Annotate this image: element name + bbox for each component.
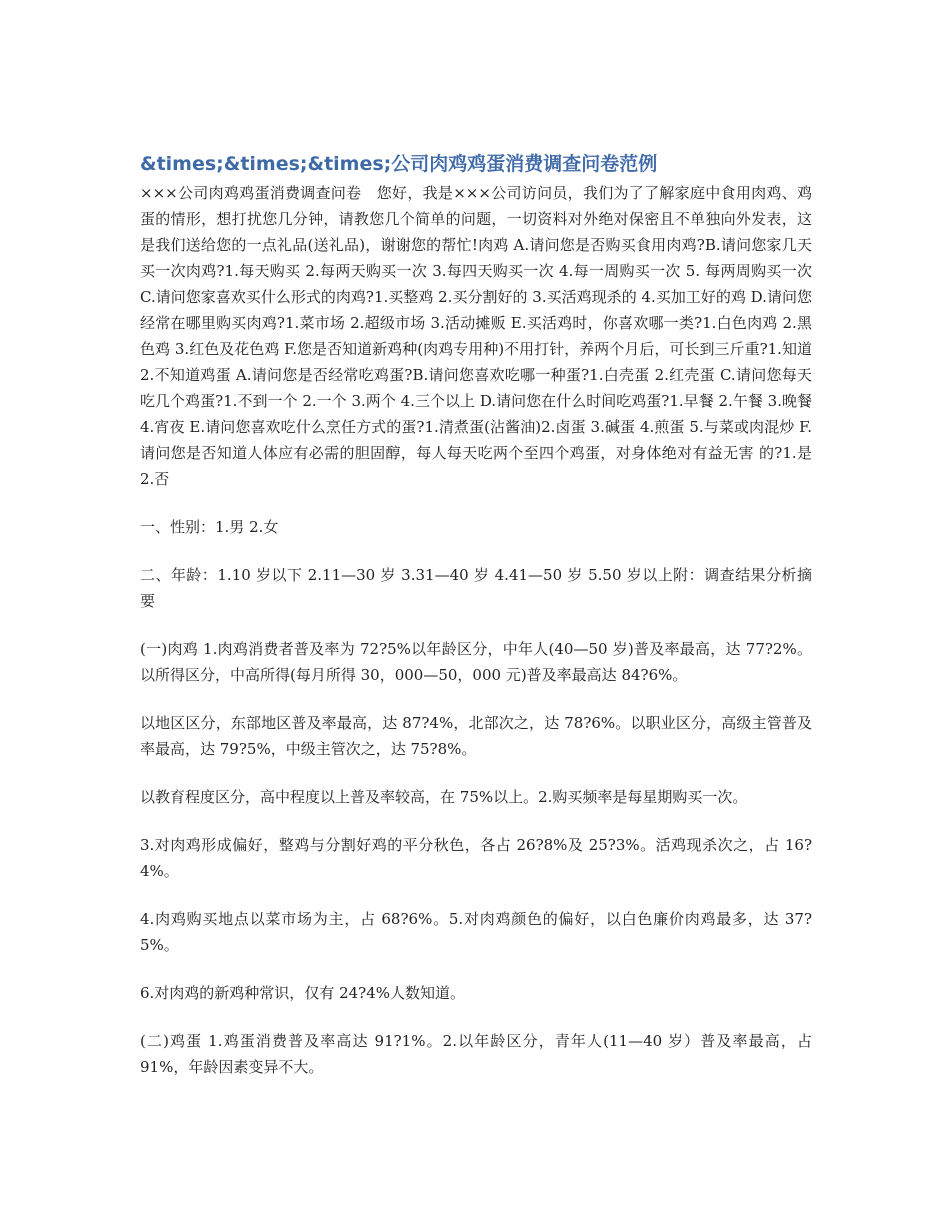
paragraph-education: 以教育程度区分，高中程度以上普及率较高，在 75%以上。2.购买频率是每星期购买一次。	[140, 788, 748, 806]
questionnaire-intro: ×××公司肉鸡鸡蛋消费调查问卷 您好，我是×××公司访问员，我们为了了解家庭中食用肉鸡、鸡蛋的情形，想打扰您几分钟，请教您几个简单的问题，一切资料对外绝对保密且不单独向外发表，这是我们送给您的一点礼品(送礼品)，谢谢您的帮忙!肉鸡 A.请问您是否购买食用肉鸡?B.请问您家几天买一次肉鸡?1.每天购买 2.每两天购买一次 3.每四天购买一次 4.每一周购买一次 5. 每两周购买一次 C.请问您家喜欢买什么形式的肉鸡?1.买整鸡 2.买分割好的 3.买活鸡现杀的 4.买加工好的鸡 D.请问您经常在哪里购买肉鸡?1.菜市场 2.超级市场 3.活动摊贩 E.买活鸡时，你喜欢哪一类?1.白色肉鸡 2.黑色鸡 3.红色及花色鸡 F.您是否知道新鸡种(肉鸡专用种)不用打针，养两个月后，可长到三斤重?1.知道 2.不知道鸡蛋 A.请问您是否经常吃鸡蛋?B.请问您喜欢吃哪一种蛋?1.白壳蛋 2.红壳蛋 C.请问您每天吃几个鸡蛋?1.不到一个 2.一个 3.两个 4.三个以上 D.请问您在什么时间吃鸡蛋?1.早餐 2.午餐 3.晚餐 4.宵夜 E.请问您喜欢吃什么烹任方式的蛋?1.清煮蛋(沾酱油)2.卤蛋 3.碱蛋 4.煎蛋 5.与菜或肉混炒 F.请问您是否知道人体应有必需的胆固醇，每人每天吃两个至四个鸡蛋，对身体绝对有益无害 的?1.是 2.否	[140, 184, 812, 488]
paragraph-purchase-location: 4.肉鸡购买地点以菜市场为主，占 68?6%。5.对肉鸡颜色的偏好，以白色廉价肉鸡最多，达 37?5%。	[140, 910, 812, 954]
paragraph-gender: 一、性别：1.男 2.女	[140, 518, 279, 536]
document-title: &times;&times;&times;公司肉鸡鸡蛋消费调查问卷范例	[140, 153, 658, 175]
paragraph-new-breed: 6.对肉鸡的新鸡种常识，仅有 24?4%人数知道。	[140, 984, 466, 1002]
paragraph-chicken-summary: (一)肉鸡 1.肉鸡消费者普及率为 72?5%以年龄区分，中年人(40—50 岁)普及率最高，达 77?2%。以所得区分，中高所得(每月所得 30，000—50，000 元)普及率最高达 84?6%。	[140, 640, 812, 684]
paragraph-form-preference: 3.对肉鸡形成偏好，整鸡与分割好鸡的平分秋色，各占 26?8%及 25?3%。活鸡现杀次之，占 16?4%。	[140, 836, 812, 880]
paragraph-region-occupation: 以地区区分，东部地区普及率最高，达 87?4%，北部次之，达 78?6%。以职业区分，高级主管普及率最高，达 79?5%，中级主管次之，达 75?8%。	[140, 714, 812, 758]
paragraph-egg-summary: (二)鸡蛋 1.鸡蛋消费普及率高达 91?1%。2.以年龄区分，青年人(11—40 岁）普及率最高，占 91%，年龄因素变异不大。	[140, 1032, 812, 1076]
document-page	[140, 150, 812, 1102]
paragraph-age: 二、年龄：1.10 岁以下 2.11—30 岁 3.31—40 岁 4.41—50 岁 5.50 岁以上附：调查结果分析摘要	[140, 566, 812, 610]
